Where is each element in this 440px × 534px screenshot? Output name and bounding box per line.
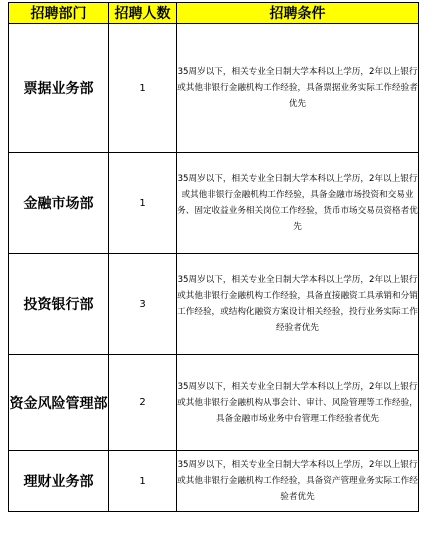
department-cell: 理财业务部 xyxy=(9,451,109,512)
count-cell: 1 xyxy=(109,153,177,254)
department-cell: 投资银行部 xyxy=(9,254,109,355)
requirement-cell: 35周岁以下，相关专业全日制大学本科以上学历，2年以上银行或其他非银行金融机构工作经验，具备票据业务实际工作经验者优先 xyxy=(177,24,419,153)
table-row xyxy=(9,451,419,512)
table-row xyxy=(9,153,419,254)
table-row xyxy=(9,24,419,153)
count-cell: 2 xyxy=(109,355,177,451)
header-count: 招聘人数 xyxy=(109,3,177,24)
requirement-cell: 35周岁以下，相关专业全日制大学本科以上学历，2年以上银行或其他非银行金融机构工作经验，具备直接融资工具承销和分销工作经验，或结构化融资方案设计相关经验，投行业务实际工作经验者优先 xyxy=(177,254,419,355)
department-cell: 金融市场部 xyxy=(9,153,109,254)
recruitment-table xyxy=(8,2,419,512)
header-requirements: 招聘条件 xyxy=(177,3,419,24)
department-cell: 票据业务部 xyxy=(9,24,109,153)
department-cell: 资金风险管理部 xyxy=(9,355,109,451)
table-row xyxy=(9,254,419,355)
requirement-cell: 35周岁以下，相关专业全日制大学本科以上学历，2年以上银行或其他非银行金融机构工作经验，具备资产管理业务实际工作经验者优先 xyxy=(177,451,419,512)
header-department: 招聘部门 xyxy=(9,3,109,24)
table-row xyxy=(9,355,419,451)
count-cell: 3 xyxy=(109,254,177,355)
requirement-cell: 35周岁以下，相关专业全日制大学本科以上学历，2年以上银行或其他非银行金融机构从事会计、审计、风险管理等工作经验，具备金融市场业务中台管理工作经验者优先 xyxy=(177,355,419,451)
count-cell: 1 xyxy=(109,24,177,153)
requirement-cell: 35周岁以下，相关专业全日制大学本科以上学历，2年以上银行或其他非银行金融机构工作经验，具备金融市场投资和交易业务、固定收益业务相关岗位工作经验，货币市场交易员资格者优先 xyxy=(177,153,419,254)
count-cell: 1 xyxy=(109,451,177,512)
header-row xyxy=(9,3,419,24)
